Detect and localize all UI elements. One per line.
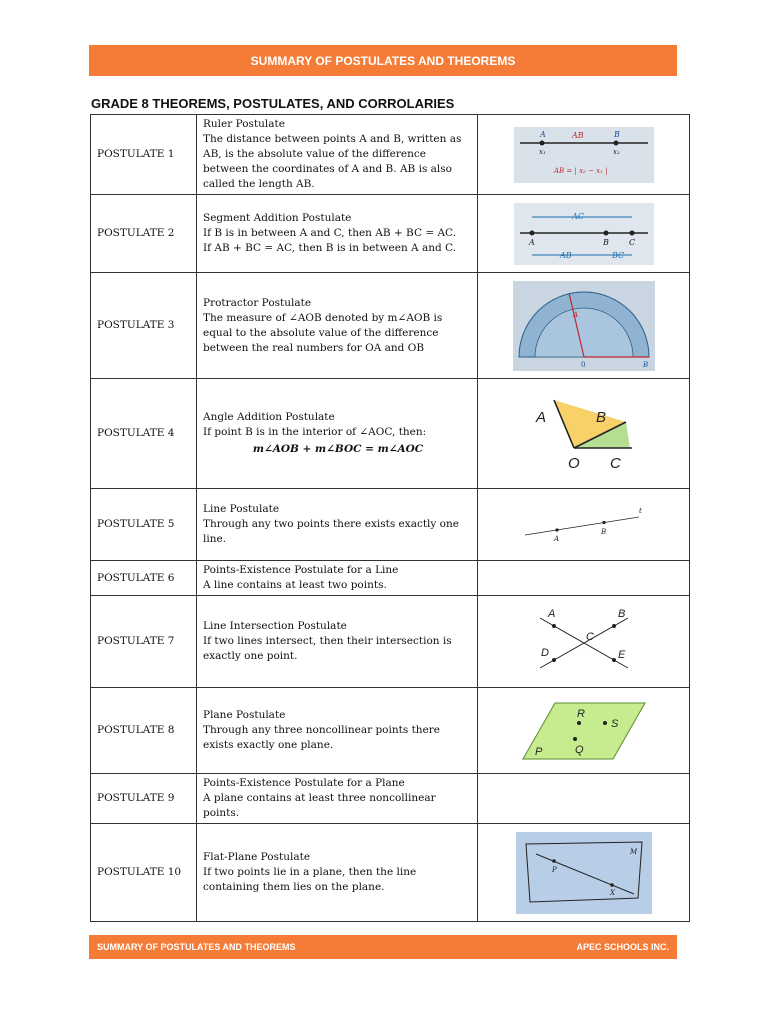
label-t: t	[638, 506, 642, 515]
postulates-table	[90, 114, 690, 922]
row-content	[197, 195, 478, 273]
section-title: GRADE 8 THEOREMS, POSTULATES, AND CORROLARIES	[91, 96, 455, 111]
figure-cell	[478, 596, 690, 688]
label-x1: x₁	[538, 147, 546, 156]
flat-plane-figure	[516, 832, 652, 914]
point-r	[577, 721, 581, 725]
postulate-statement: If two lines intersect, then their intersection is exactly one point.	[203, 635, 452, 662]
row-content	[197, 379, 478, 489]
label-a: A	[572, 310, 578, 319]
postulate-title: Ruler Postulate	[203, 118, 285, 130]
figure-cell	[478, 824, 690, 922]
figure-cell	[478, 774, 690, 824]
label-c: C	[628, 237, 635, 247]
row-content	[197, 596, 478, 688]
point-b	[612, 624, 616, 628]
table-row	[91, 195, 690, 273]
line-t	[525, 517, 639, 535]
postulate-title: Flat-Plane Postulate	[203, 851, 311, 863]
postulate-title: Points-Existence Postulate for a Line	[203, 564, 399, 576]
postulate-statement: A plane contains at least three noncollinear points.	[203, 792, 436, 819]
row-label: POSTULATE 4	[91, 379, 197, 489]
label-p: P	[534, 745, 542, 758]
label-a: A	[535, 408, 546, 426]
footer-banner	[89, 935, 677, 959]
row-content	[197, 824, 478, 922]
label-c: C	[609, 454, 621, 472]
line-figure	[519, 505, 649, 545]
postulate-statement: A line contains at least two points.	[203, 579, 387, 591]
figure-cell	[478, 379, 690, 489]
row-content	[197, 273, 478, 379]
figure-cell	[478, 688, 690, 774]
row-label: POSTULATE 5	[91, 489, 197, 561]
row-label: POSTULATE 2	[91, 195, 197, 273]
distance-formula: AB = | x₂ − x₁ |	[553, 166, 608, 175]
figure-cell	[478, 115, 690, 195]
row-label: POSTULATE 1	[91, 115, 197, 195]
table-row	[91, 115, 690, 195]
row-content	[197, 489, 478, 561]
protractor-figure	[513, 281, 655, 371]
label-bc: BC	[611, 250, 624, 260]
postulate-title: Segment Addition Postulate	[203, 212, 352, 224]
label-ab: AB	[571, 130, 584, 140]
label-b: B	[595, 408, 606, 426]
row-content	[197, 688, 478, 774]
angle-addition-formula: m∠AOB + m∠BOC = m∠AOC	[252, 443, 424, 455]
label-a: A	[553, 534, 559, 543]
point-b	[602, 520, 605, 523]
table-row	[91, 774, 690, 824]
label-o: O	[567, 454, 580, 472]
ruler-figure	[514, 127, 654, 183]
footer-right: APEC SCHOOLS INC.	[576, 942, 669, 952]
label-o: 0	[580, 360, 585, 369]
label-a: A	[528, 237, 535, 247]
point-x	[610, 883, 614, 887]
table-row	[91, 489, 690, 561]
segment-addition-figure	[514, 203, 654, 265]
footer-left: SUMMARY OF POSTULATES AND THEOREMS	[97, 942, 296, 952]
table-row	[91, 379, 690, 489]
point-p	[552, 859, 556, 863]
label-x2: x₂	[612, 147, 620, 156]
row-label: POSTULATE 10	[91, 824, 197, 922]
point-a	[552, 624, 556, 628]
postulate-title: Protractor Postulate	[203, 296, 312, 309]
postulate-title: Angle Addition Postulate	[203, 411, 335, 423]
label-m: M	[629, 847, 637, 856]
line-intersection-figure	[524, 604, 644, 680]
row-content	[197, 774, 478, 824]
row-label: POSTULATE 7	[91, 596, 197, 688]
table-row	[91, 596, 690, 688]
postulate-statement: The distance between points A and B, written as AB, is the absolute value of the difference between the coordinates of A and B. AB is also called the length AB.	[203, 133, 462, 190]
label-ab: AB	[559, 250, 572, 260]
row-content	[197, 115, 478, 195]
header-banner: SUMMARY OF POSTULATES AND THEOREMS	[89, 45, 677, 76]
point-c	[629, 230, 634, 235]
point-q	[573, 737, 577, 741]
point-a	[555, 528, 558, 531]
label-b: B	[642, 360, 648, 369]
plane-figure	[519, 699, 649, 763]
postulate-title: Line Intersection Postulate	[203, 620, 347, 632]
label-x: X	[609, 888, 615, 897]
figure-cell	[478, 273, 690, 379]
postulate-statement: If point B is in the interior of ∠AOC, then:	[203, 426, 427, 438]
label-b: B	[602, 237, 609, 247]
table-row	[91, 688, 690, 774]
point-b	[603, 230, 608, 235]
table-row	[91, 824, 690, 922]
postulate-statement-1: If B is in between A and C, then AB + BC = AC.	[203, 227, 457, 239]
point-d	[552, 658, 556, 662]
label-b: B	[617, 607, 625, 620]
row-label: POSTULATE 6	[91, 561, 197, 596]
label-q: Q	[574, 743, 584, 756]
label-c: C	[585, 630, 594, 643]
row-label: POSTULATE 3	[91, 273, 197, 379]
label-d: D	[540, 646, 549, 659]
postulate-statement: The measure of ∠AOB denoted by m∠AOB is equal to the absolute value of the difference between the real numbers for OA and OB	[203, 311, 443, 354]
label-b: B	[600, 527, 606, 536]
label-e: E	[617, 648, 625, 661]
figure-cell	[478, 561, 690, 596]
row-label: POSTULATE 9	[91, 774, 197, 824]
point-a	[539, 140, 544, 145]
figure-cell	[478, 489, 690, 561]
label-b: B	[613, 129, 620, 139]
postulate-statement: Through any two points there exists exactly one line.	[203, 518, 459, 545]
table-row	[91, 561, 690, 596]
postulate-title: Line Postulate	[203, 503, 280, 515]
row-content	[197, 561, 478, 596]
label-p: P	[551, 865, 557, 874]
label-r: R	[576, 707, 585, 720]
postulate-statement-2: If AB + BC = AC, then B is in between A and C.	[203, 242, 457, 254]
postulate-title: Plane Postulate	[203, 709, 286, 721]
label-ac: AC	[571, 211, 584, 221]
label-s: S	[610, 717, 618, 730]
table-row	[91, 273, 690, 379]
row-label: POSTULATE 8	[91, 688, 197, 774]
label-a: A	[539, 129, 546, 139]
point-s	[603, 721, 607, 725]
postulate-statement: Through any three noncollinear points there exists exactly one plane.	[203, 724, 441, 751]
point-b	[613, 140, 618, 145]
point-e	[612, 658, 616, 662]
postulate-title: Points-Existence Postulate for a Plane	[203, 777, 405, 789]
label-a: A	[547, 607, 555, 620]
postulate-statement: If two points lie in a plane, then the line containing them lies on the plane.	[203, 866, 417, 893]
angle-addition-figure	[524, 392, 644, 476]
point-a	[529, 230, 534, 235]
figure-cell	[478, 195, 690, 273]
